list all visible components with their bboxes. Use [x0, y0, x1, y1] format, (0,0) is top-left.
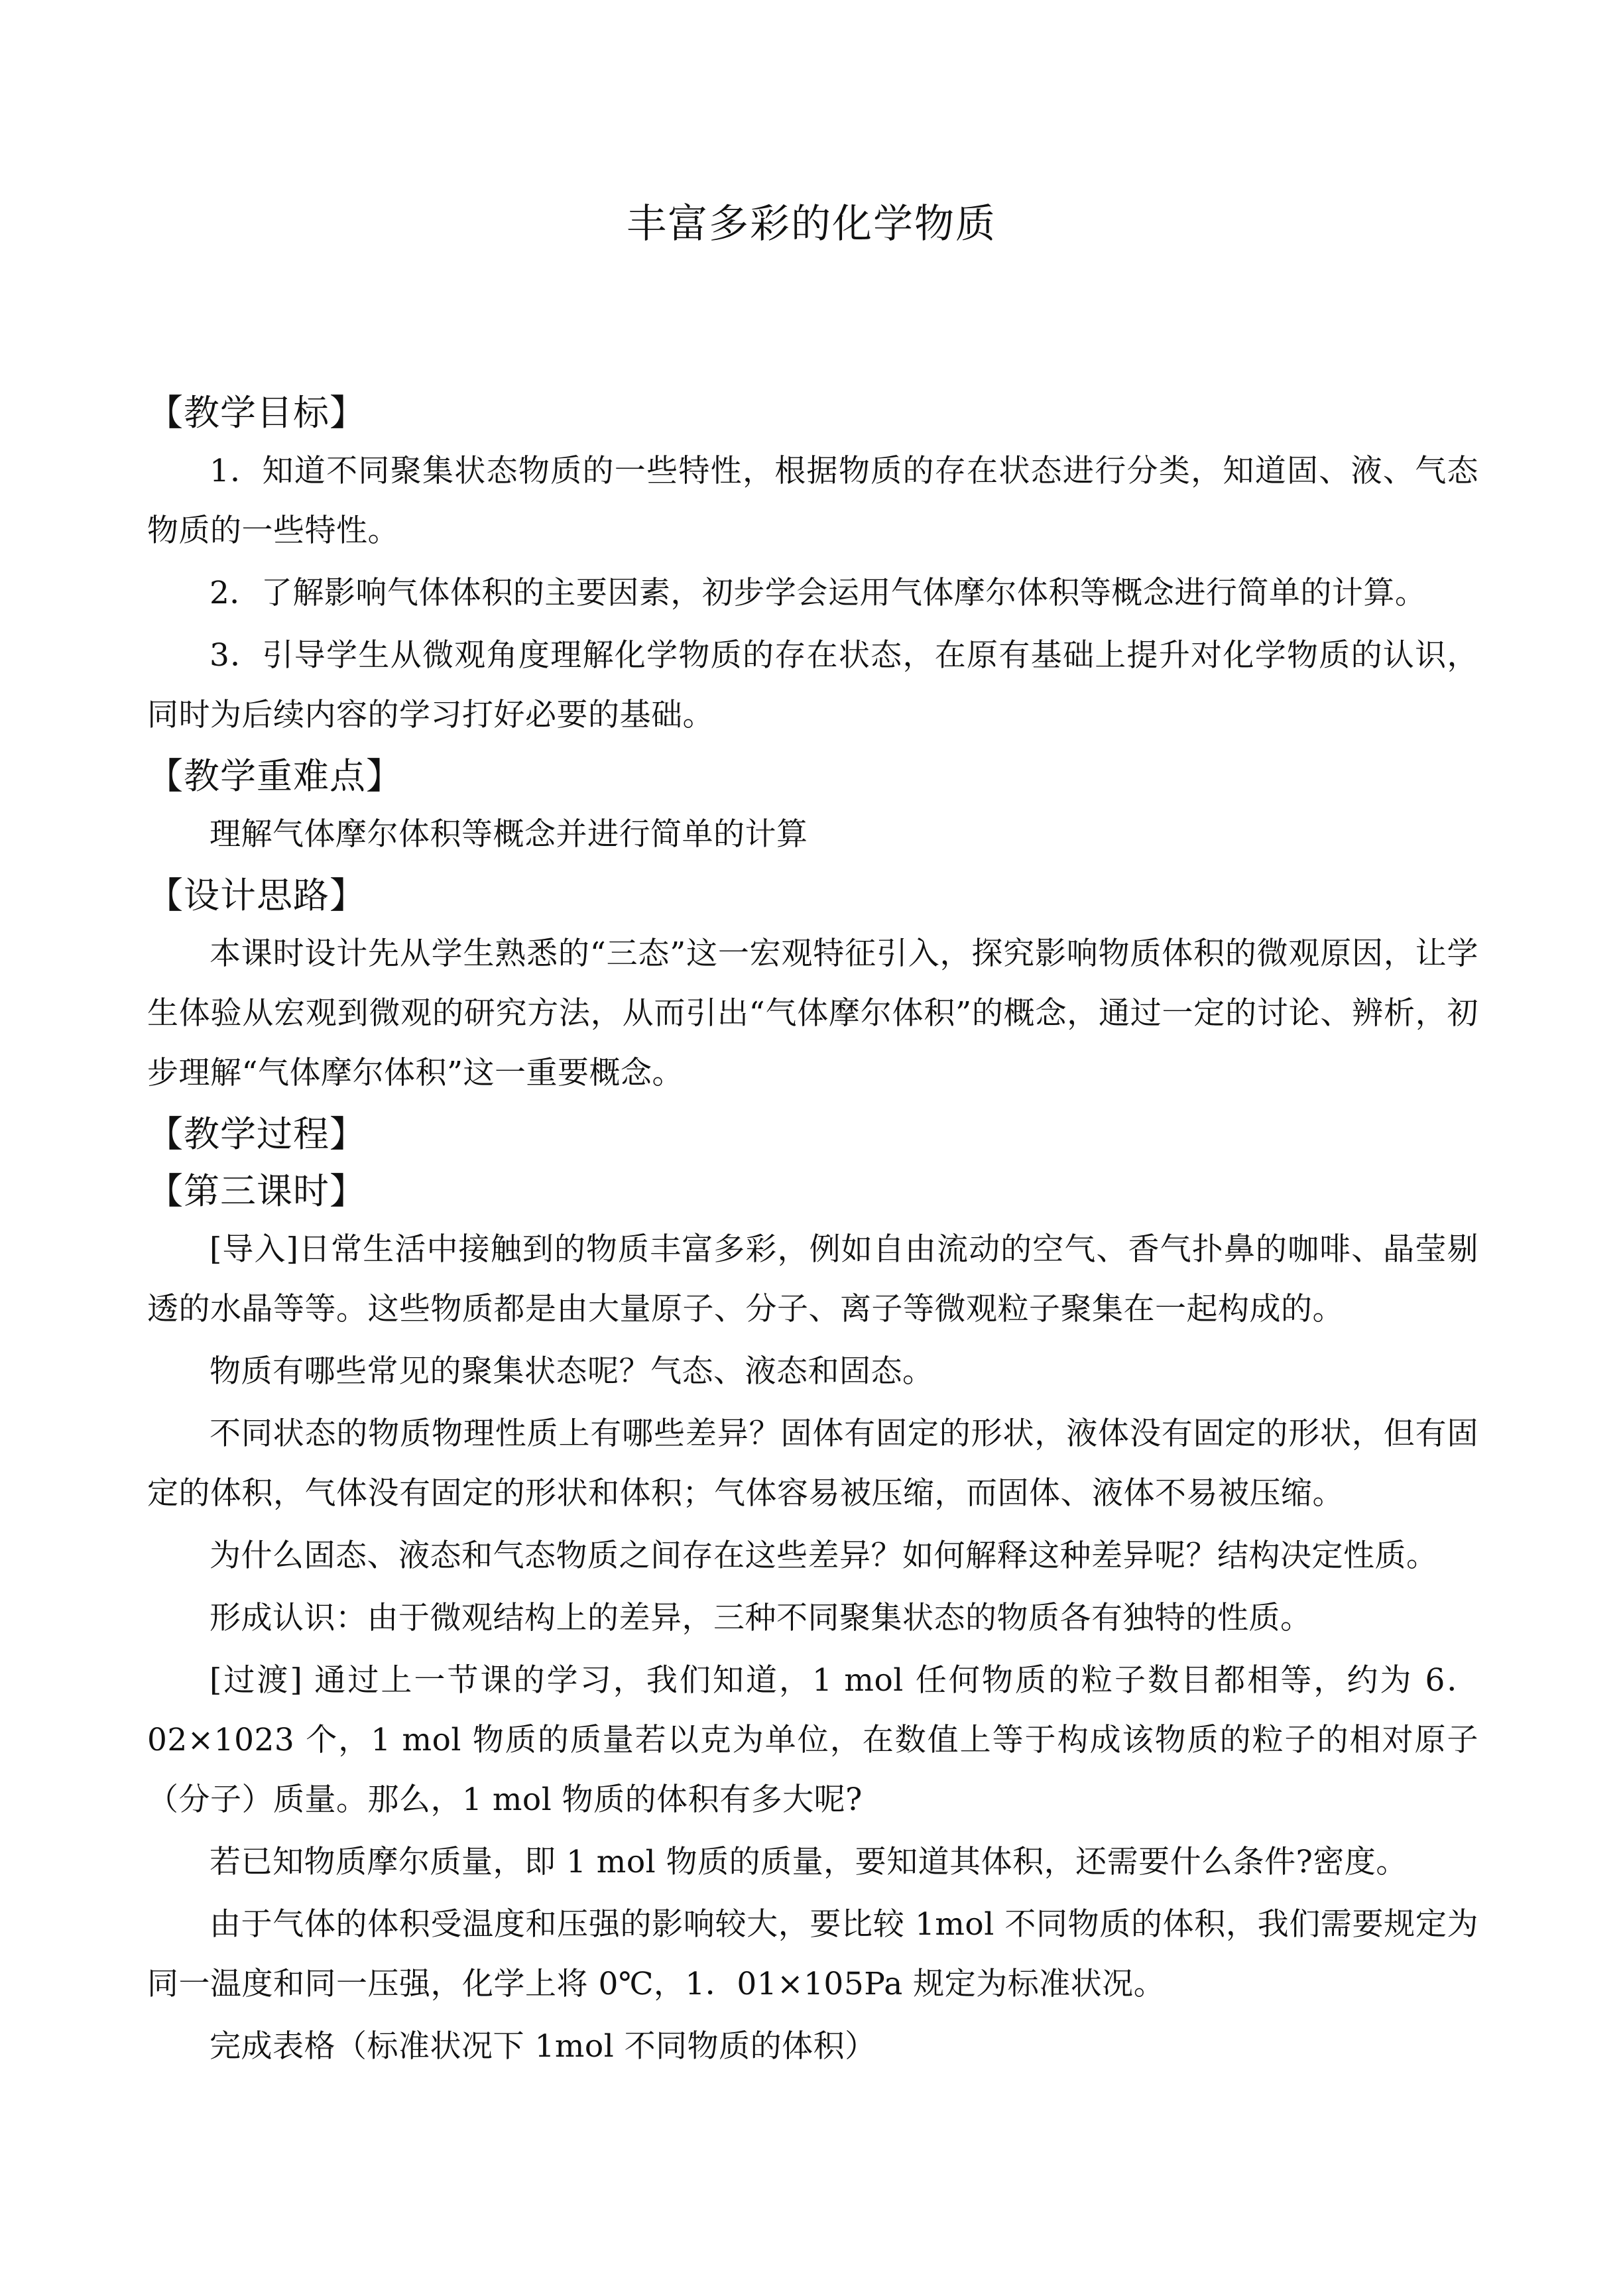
paragraph-table-prompt: 完成表格（标准状况下 1mol 不同物质的体积） [210, 2028, 876, 2065]
goal-1: 1．知道不同聚集状态物质的一些特性，根据物质的存在状态进行分类，知道固、液、气态物质的一些特性。 [147, 453, 1478, 549]
process-heading: 【教学过程】 [147, 1113, 366, 1155]
keypoints-heading: 【教学重难点】 [147, 755, 402, 797]
paragraph-density: 若已知物质摩尔质量，即 1 mol 物质的质量，要知道其体积，还需要什么条件?密度。 [210, 1844, 1408, 1880]
paragraph-conclusion: 形成认识：由于微观结构上的差异，三种不同聚集状态的物质各有独特的性质。 [210, 1600, 1312, 1636]
paragraph-transition: [过渡] 通过上一节课的学习，我们知道，1 mol 任何物质的粒子数目都相等，约为 6．02×1023 个，1 mol 物质的质量若以克为单位，在数值上等于构成该物质的粒子的相对原子（分子）质量。那么，1 mol 物质的体积有多大呢? [147, 1662, 1478, 1818]
goal-3: 3．引导学生从微观角度理解化学物质的存在状态，在原有基础上提升对化学物质的认识，同时为后续内容的学习打好必要的基础。 [147, 637, 1478, 733]
document-title: 丰富多彩的化学物质 [627, 201, 996, 247]
goal-2: 2．了解影响气体体积的主要因素，初步学会运用气体摩尔体积等概念进行简单的计算。 [210, 575, 1427, 611]
document-body [147, 385, 1478, 2077]
paragraph-standard-conditions: 由于气体的体积受温度和压强的影响较大，要比较 1mol 不同物质的体积，我们需要规定为同一温度和同一压强，化学上将 0℃，1．01×105Pa 规定为标准状况。 [147, 1906, 1478, 2002]
lesson-heading: 【第三课时】 [147, 1170, 366, 1212]
keypoints-text: 理解气体摩尔体积等概念并进行简单的计算 [210, 816, 808, 853]
paragraph-intro: [导入]日常生活中接触到的物质丰富多彩，例如自由流动的空气、香气扑鼻的咖啡、晶莹剔透的水晶等等。这些物质都是由大量原子、分子、离子等微观粒子聚集在一起构成的。 [147, 1231, 1478, 1327]
paragraph-why: 为什么固态、液态和气态物质之间存在这些差异？如何解释这种差异呢？结构决定性质。 [210, 1538, 1438, 1574]
goals-heading: 【教学目标】 [147, 392, 366, 434]
paragraph-differences: 不同状态的物质物理性质上有哪些差异？固体有固定的形状，液体没有固定的形状，但有固定的体积，气体没有固定的形状和体积；气体容易被压缩，而固体、液体不易被压缩。 [147, 1416, 1478, 1512]
paragraph-states: 物质有哪些常见的聚集状态呢？气态、液态和固态。 [210, 1353, 934, 1390]
design-heading: 【设计思路】 [147, 875, 366, 916]
design-text: 本课时设计先从学生熟悉的“三态”这一宏观特征引入，探究影响物质体积的微观原因，让学生体验从宏观到微观的研究方法，从而引出“气体摩尔体积”的概念，通过一定的讨论、辨析，初步理解“气体摩尔体积”这一重要概念。 [147, 936, 1478, 1091]
